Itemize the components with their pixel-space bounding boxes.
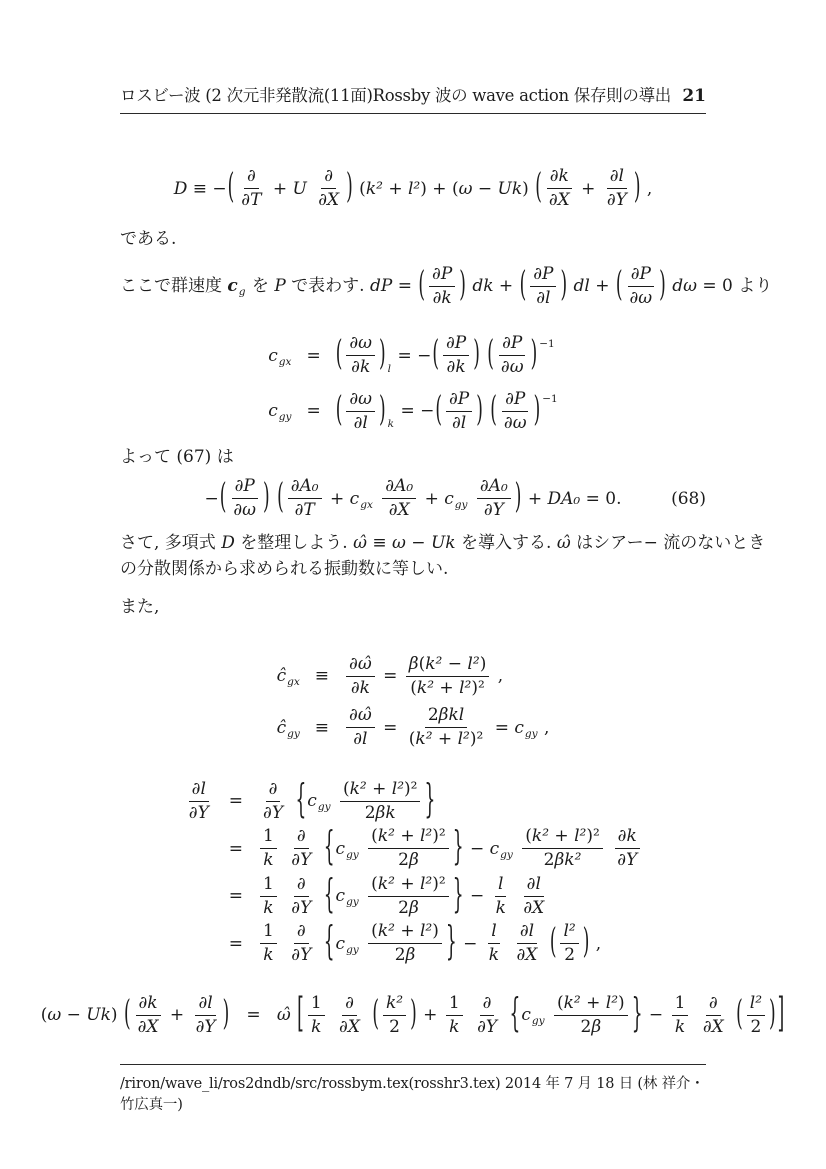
fraction: $\frac{1}{k}$ (260, 921, 277, 967)
stretchy-delimiter: ( (736, 993, 743, 1035)
para-group-velocity (120, 263, 773, 310)
fraction: $\frac{\partial}{\partial X}$ (702, 992, 724, 1037)
fraction: β ( k² − l² ) ( k² + l² )² (406, 654, 490, 700)
stretchy-delimiter: ) (379, 389, 386, 431)
text-line: の分散関係から求められる振動数に等しい. (120, 558, 449, 579)
fraction: $\frac{\text{k²}}{2}$ (383, 993, 406, 1039)
stretchy-delimiter: ( (435, 389, 442, 431)
fraction: ( k² + l² )² 2 β (368, 874, 449, 920)
fraction: $\frac{1}{k}$ (446, 993, 463, 1039)
equation-line: D ≡ − ( $\frac{\partial}{\partial T}$ + U $\frac{\partial}{\partial X}$ ) ( k² + l² ) + ( ω − Uk ) ( $\frac{\partial k}{\partial X}$ + $\frac{\partial l}{\partial Y}$ ) , (173, 166, 653, 211)
para-sate (120, 530, 766, 582)
stretchy-delimiter: ) (560, 264, 568, 306)
stretchy-delimiter: ) (769, 993, 776, 1035)
stretchy-delimiter: ) (582, 922, 590, 964)
stretchy-delimiter: ) (473, 334, 480, 376)
fraction: ( k² + l² ) 2 β (554, 993, 628, 1039)
stretchy-delimiter: ) (633, 167, 641, 209)
fraction: $\frac{\partial}{\partial Y}$ (291, 873, 312, 918)
fraction: $\frac{l}{k}$ (495, 873, 506, 918)
text-line: よって (67) は (120, 447, 234, 467)
fraction: $\frac{\partial P}{\partial\omega}$ (503, 388, 527, 433)
stretchy-delimiter: [ (297, 990, 304, 1038)
fraction: ( k² + l² ) 2 β (368, 921, 442, 967)
stretchy-delimiter: } (445, 919, 457, 966)
stretchy-delimiter: ( (432, 334, 439, 376)
text-line: である. (120, 228, 177, 249)
fraction: $\frac{\partial l}{\partial Y}$ (606, 166, 627, 211)
page-footer (120, 1064, 706, 1114)
stretchy-delimiter: ) (514, 477, 522, 519)
fraction: $\frac{\partial P}{\partial l}$ (530, 264, 556, 310)
fraction: $\frac{1}{k}$ (260, 874, 277, 920)
fraction: $\frac{\partial k}{\partial Y}$ (614, 826, 640, 872)
stretchy-delimiter: ) (533, 389, 541, 431)
fraction: $\frac{\partial}{\partial Y}$ (477, 992, 498, 1037)
fraction: 2 βkl ( k² + l² )² (408, 705, 484, 750)
equation-omega-uk (40, 990, 785, 1039)
stretchy-delimiter: ) (459, 264, 466, 306)
fraction: ( k² + l² )² 2 βk² (522, 826, 603, 872)
stretchy-delimiter: ( (418, 264, 426, 306)
page-number: 21 (682, 86, 706, 106)
stretchy-delimiter: } (452, 872, 464, 919)
equation-tag: (68) (671, 488, 706, 509)
stretchy-delimiter: ) (222, 993, 230, 1035)
stretchy-delimiter: ) (659, 264, 666, 306)
stretchy-delimiter: { (323, 919, 335, 966)
fraction: $\frac{1}{k}$ (260, 826, 277, 872)
fraction: $\frac{\partial}{\partial X}$ (339, 992, 360, 1037)
stretchy-delimiter: ) (346, 167, 353, 209)
fraction: $\frac{\partial l}{\partial Y}$ (188, 778, 209, 823)
stretchy-delimiter: ) (263, 477, 270, 519)
stretchy-delimiter: } (631, 991, 643, 1038)
stretchy-delimiter: { (295, 777, 307, 824)
text-line: さて, 多項式 D を整理しよう. ω̂ ≡ ω − Uk を導入する. ω̂ はシアー− 流のないとき (120, 532, 766, 553)
stretchy-delimiter: ( (549, 922, 557, 964)
fraction: $\frac{\partial P}{\partial\omega}$ (500, 333, 524, 378)
stretchy-delimiter: ( (615, 264, 623, 306)
para-yotte (120, 444, 706, 470)
fraction: $\frac{\partial\omega}{\partial k}$ (346, 333, 375, 379)
fraction: $\frac{\text{l²}}{2}$ (560, 921, 578, 967)
fraction: $\frac{\partial l}{\partial Y}$ (195, 992, 216, 1037)
text-line: また, (120, 596, 160, 617)
stretchy-delimiter: ( (535, 167, 542, 209)
stretchy-delimiter: ( (227, 167, 235, 209)
fraction: $\frac{\partial k}{\partial X}$ (546, 166, 573, 212)
fraction: $\frac{\partial l}{\partial X}$ (516, 921, 538, 966)
fraction: $\frac{\partial P}{\partial l}$ (446, 389, 472, 435)
stretchy-delimiter: ) (530, 334, 538, 376)
stretchy-delimiter: { (323, 872, 335, 919)
equation-line: − ( $\frac{\partial P}{\partial\omega}$ ) ( $\frac{\text{∂A₀}}{\partial T}$ + c gx $\frac{\text{∂A₀}}{\partial X}$ + c gy $\frac{\text{∂A₀}}{\partial Y}$ ) + DA₀ = 0. (204, 476, 622, 521)
fraction: $\frac{\partial\omegâ}{\partial l}$ (346, 705, 375, 751)
stretchy-delimiter: ) (379, 334, 386, 376)
fraction: ( k² + l² )² 2 β (368, 826, 449, 872)
equation-68 (120, 476, 706, 522)
fraction: $\frac{\partial P}{\partial k}$ (429, 264, 455, 310)
fraction: $\frac{\partial\omegâ}{\partial k}$ (346, 654, 375, 700)
fraction: $\frac{\partial\omega}{\partial l}$ (346, 389, 375, 435)
fraction: $\frac{\partial P}{\partial k}$ (443, 333, 469, 379)
fraction: $\frac{1}{k}$ (308, 993, 325, 1039)
stretchy-delimiter: ( (519, 264, 527, 306)
header-title: ロスビー波 (2 次元非発散流(11面)Rossby 波の wave action 保存則の導出 (120, 86, 671, 105)
stretchy-delimiter: ( (335, 334, 343, 376)
equation-cghat (120, 654, 706, 751)
fraction: $\frac{\partial}{\partial Y}$ (263, 778, 284, 823)
stretchy-delimiter: ( (372, 993, 379, 1035)
fraction: $\frac{\partial P}{\partial\omega}$ (233, 476, 257, 521)
fraction: $\frac{1}{k}$ (672, 993, 689, 1039)
stretchy-delimiter: ) (410, 993, 417, 1035)
stretchy-delimiter: { (509, 991, 521, 1038)
stretchy-delimiter: ( (335, 389, 343, 431)
fraction: ( k² + l² )² 2 βk (340, 779, 421, 825)
fraction: $\frac{\partial P}{\partial\omega}$ (629, 263, 653, 308)
fraction: $\frac{\text{∂A₀}}{\partial Y}$ (477, 476, 511, 522)
aligned-equations: c gx = ( $\frac{\partial\omega}{\partial k}$ ) l = − ( $\frac{\partial P}{\partial k}$ ) ( $\frac{\partial P}{\partial\omega}$ ) −1 c gy = ( $\frac{\partial\omega}{\partial l}$ ) k = − ( $\frac{\partial P}{\partial l}$ ) ( $\frac{\partial P}{\partial\omega}$ ) −1 (268, 333, 558, 433)
stretchy-delimiter: { (323, 824, 335, 871)
stretchy-delimiter: ( (123, 993, 131, 1035)
fraction: $\frac{\partial}{\partial Y}$ (291, 826, 312, 871)
equation-dl-dY-derivation (120, 779, 706, 967)
aligned-equations: ĉ gx ≡ $\frac{\partial\omegâ}{\partial k}$ = β ( k² − l² ) ( k² + l² )² , ĉ gy ≡ $\frac{\partial\omegâ}{\partial l}$ = 2 βkl ( k² + l² )² = c gy , (276, 653, 550, 750)
equation-line: ( ω − Uk ) ( $\frac{\partial k}{\partial X}$ + $\frac{\partial l}{\partial Y}$ ) = ω̂ [ $\frac{1}{k}$ $\frac{\partial}{\partial X}$ ( $\frac{\text{k²}}{2}$ ) + $\frac{1}{k}$ $\frac{\partial}{\partial Y}$ { c gy ( k² + l² ) 2 β } − $\frac{1}{k}$ $\frac{\partial}{\partial X}$ ( $\frac{\text{l²}}{2}$ ) ] (40, 990, 785, 1038)
aligned-equations: $\frac{\partial l}{\partial Y}$ = $\frac{\partial}{\partial Y}$ { c gy ( k² + l² )² 2 βk } = $\frac{1}{k}$ $\frac{\partial}{\partial Y}$ { c gy ( k² + l² )² 2 β } − c gy ( k² + l² )² 2 βk² $\frac{\partial k}{\partial Y}$ = $\frac{1}{k}$ $\frac{\partial}{\partial Y}$ { c gy ( k² + l² )² 2 β } − $\frac{l}{k}$ $\frac{\partial l}{\partial X}$ = $\frac{1}{k}$ $\frac{\partial}{\partial Y}$ { c gy ( k² + l² ) 2 β } − $\frac{l}{k}$ $\frac{\partial l}{\partial X}$ ( $\frac{\text{l²}}{2}$ ) , (120, 779, 706, 967)
equation-D-definition (120, 166, 706, 212)
fraction: $\frac{l}{k}$ (488, 921, 500, 966)
para-dearu (120, 226, 706, 252)
fraction: $\frac{\text{l²}}{2}$ (747, 993, 765, 1039)
fraction: $\frac{\partial}{\partial T}$ (241, 166, 262, 211)
stretchy-delimiter: ] (777, 990, 785, 1038)
stretchy-delimiter: ) (476, 389, 483, 431)
fraction: $\frac{\partial l}{\partial X}$ (523, 873, 545, 918)
text-line: ここで群速度 c g を P で表わす. dP = ( $\frac{\partial P}{\partial k}$ ) dk + ( $\frac{\partial P}{\partial l}$ ) dl + ( $\frac{\partial P}{\partial\omega}$ ) dω = 0 より (120, 263, 773, 308)
stretchy-delimiter: ( (219, 477, 227, 519)
stretchy-delimiter: } (424, 777, 436, 824)
para-mata (120, 594, 706, 620)
footer-info: /riron/wave_li/ros2dndb/src/rossbym.tex(rosshr3.tex) 2014 年 7 月 18 日 (林 祥介・竹広真一) (120, 1076, 705, 1113)
stretchy-delimiter: } (452, 824, 464, 871)
stretchy-delimiter: ( (277, 477, 284, 519)
stretchy-delimiter: ( (490, 389, 497, 431)
fraction: $\frac{\text{∂A₀}}{\partial X}$ (382, 476, 416, 522)
fraction: $\frac{\partial}{\partial Y}$ (291, 921, 312, 966)
equation-group-velocity-components (120, 333, 706, 434)
stretchy-delimiter: ( (487, 334, 494, 376)
fraction: $\frac{\partial}{\partial X}$ (318, 166, 340, 211)
document-content (40, 108, 785, 1038)
fraction: $\frac{\partial k}{\partial X}$ (135, 993, 162, 1039)
fraction: $\frac{\text{∂A₀}}{\partial T}$ (288, 476, 322, 522)
